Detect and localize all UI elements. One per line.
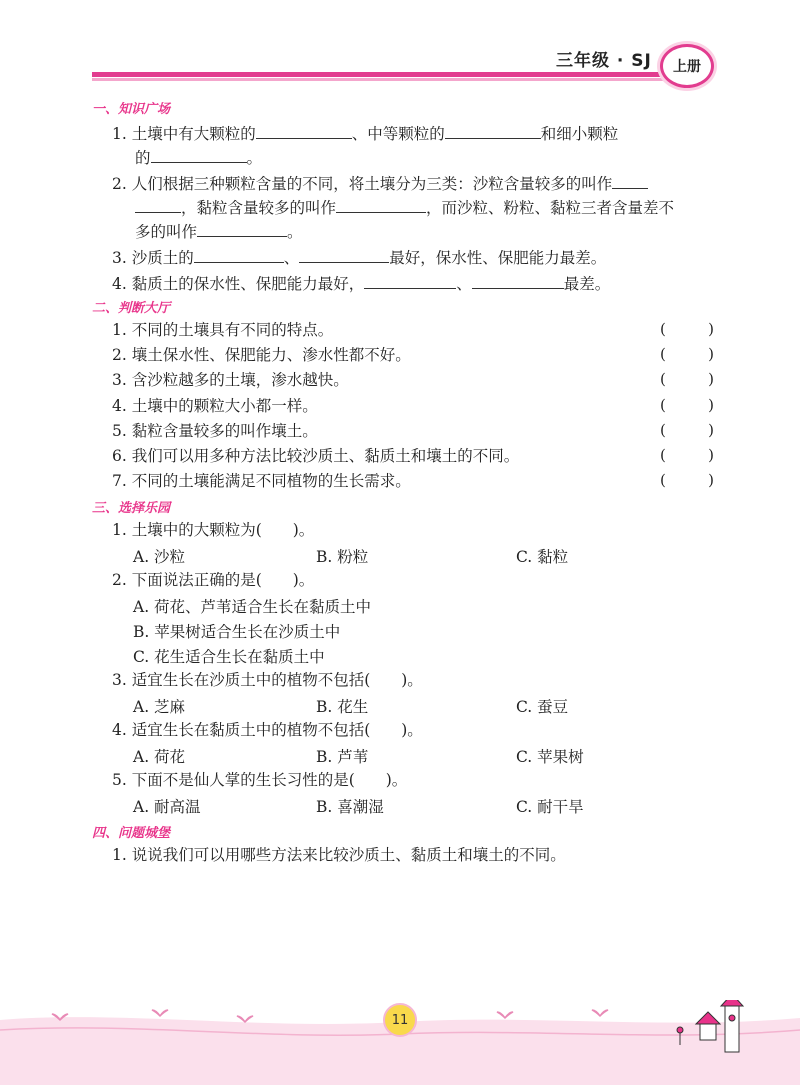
answer-blank[interactable]: [472, 272, 564, 289]
answer-paren[interactable]: ( ): [660, 471, 714, 489]
option-c[interactable]: C. 黏粒: [516, 548, 569, 566]
answer-paren[interactable]: ( ): [660, 345, 714, 363]
judge-item: 2. 壤土保水性、保肥能力、渗水性都不好。: [112, 346, 411, 364]
option-c[interactable]: C. 耐干旱: [516, 798, 584, 816]
option-b[interactable]: B. 喜潮湿: [316, 798, 384, 816]
judge-item: 5. 黏粒含量较多的叫作壤土。: [112, 422, 318, 440]
answer-paren[interactable]: ( ): [660, 320, 714, 338]
answer-paren[interactable]: ( ): [660, 446, 714, 464]
answer-blank[interactable]: [256, 122, 352, 139]
answer-blank[interactable]: [364, 272, 456, 289]
option-b[interactable]: B. 花生: [316, 698, 369, 716]
judge-item: 6. 我们可以用多种方法比较沙质土、黏质土和壤土的不同。: [112, 447, 520, 465]
option-c[interactable]: C. 花生适合生长在黏质土中: [133, 648, 325, 666]
option-a[interactable]: A. 荷花、芦苇适合生长在黏质土中: [133, 598, 372, 616]
answer-blank[interactable]: [194, 246, 284, 263]
answer-blank[interactable]: [299, 246, 389, 263]
section-title-knowledge: 一、知识广场: [92, 102, 171, 117]
answer-paren[interactable]: ( ): [660, 370, 714, 388]
option-a[interactable]: A. 芝麻: [133, 698, 186, 716]
answer-blank[interactable]: [197, 220, 287, 237]
header-rule-light: [92, 78, 670, 81]
judge-item: 3. 含沙粒越多的土壤，渗水越快。: [112, 371, 349, 389]
question-1-3: 3. 沙质土的 、 最好，保水性、保肥能力最差。: [112, 246, 606, 268]
choice-question: 5. 下面不是仙人掌的生长习性的是( )。: [112, 771, 408, 789]
choice-question: 3. 适宜生长在沙质土中的植物不包括( )。: [112, 671, 423, 689]
option-a[interactable]: A. 耐高温: [133, 798, 201, 816]
option-b[interactable]: B. 粉粒: [316, 548, 369, 566]
choice-question: 4. 适宜生长在黏质土中的植物不包括( )。: [112, 721, 423, 739]
question-1-2-cont2: 多的叫作 。: [135, 220, 303, 242]
section-title-judgement: 二、判断大厅: [92, 301, 171, 316]
answer-blank[interactable]: [151, 146, 247, 163]
question-1-1: 1. 土壤中有大颗粒的 、中等颗粒的 和细小颗粒: [112, 122, 618, 144]
answer-blank[interactable]: [612, 172, 648, 189]
question-1-4: 4. 黏质土的保水性、保肥能力最好， 、 最差。: [112, 272, 610, 294]
question-1-1-cont: 的 。: [135, 146, 262, 168]
question-1-2-cont: ，黏粒含量较多的叫作 ，而沙粒、粉粒、黏粒三者含量差不: [135, 196, 674, 218]
option-a[interactable]: A. 荷花: [133, 748, 186, 766]
page-number: 11: [383, 1003, 417, 1037]
question-1-2: 2. 人们根据三种颗粒含量的不同，将土壤分为三类：沙粒含量较多的叫作: [112, 172, 648, 194]
header-rule: [92, 72, 670, 77]
volume-badge: 上册: [660, 44, 714, 88]
option-b[interactable]: B. 芦苇: [316, 748, 369, 766]
option-c[interactable]: C. 蚕豆: [516, 698, 569, 716]
judge-item: 7. 不同的土壤能满足不同植物的生长需求。: [112, 472, 411, 490]
answer-paren[interactable]: ( ): [660, 396, 714, 414]
option-c[interactable]: C. 苹果树: [516, 748, 584, 766]
choice-question: 2. 下面说法正确的是( )。: [112, 571, 315, 589]
option-a[interactable]: A. 沙粒: [133, 548, 186, 566]
judge-item: 1. 不同的土壤具有不同的特点。: [112, 321, 334, 339]
section-title-choice: 三、选择乐园: [92, 501, 171, 516]
choice-question: 1. 土壤中的大颗粒为( )。: [112, 521, 315, 539]
answer-blank[interactable]: [336, 196, 426, 213]
judge-item: 4. 土壤中的颗粒大小都一样。: [112, 397, 318, 415]
answer-blank[interactable]: [135, 196, 181, 213]
option-b[interactable]: B. 苹果树适合生长在沙质土中: [133, 623, 341, 641]
answer-paren[interactable]: ( ): [660, 421, 714, 439]
open-question: 1. 说说我们可以用哪些方法来比较沙质土、黏质土和壤土的不同。: [112, 846, 566, 864]
grade-label: 三年级 · SJ: [556, 51, 652, 71]
section-title-problem: 四、问题城堡: [92, 826, 171, 841]
answer-blank[interactable]: [445, 122, 541, 139]
